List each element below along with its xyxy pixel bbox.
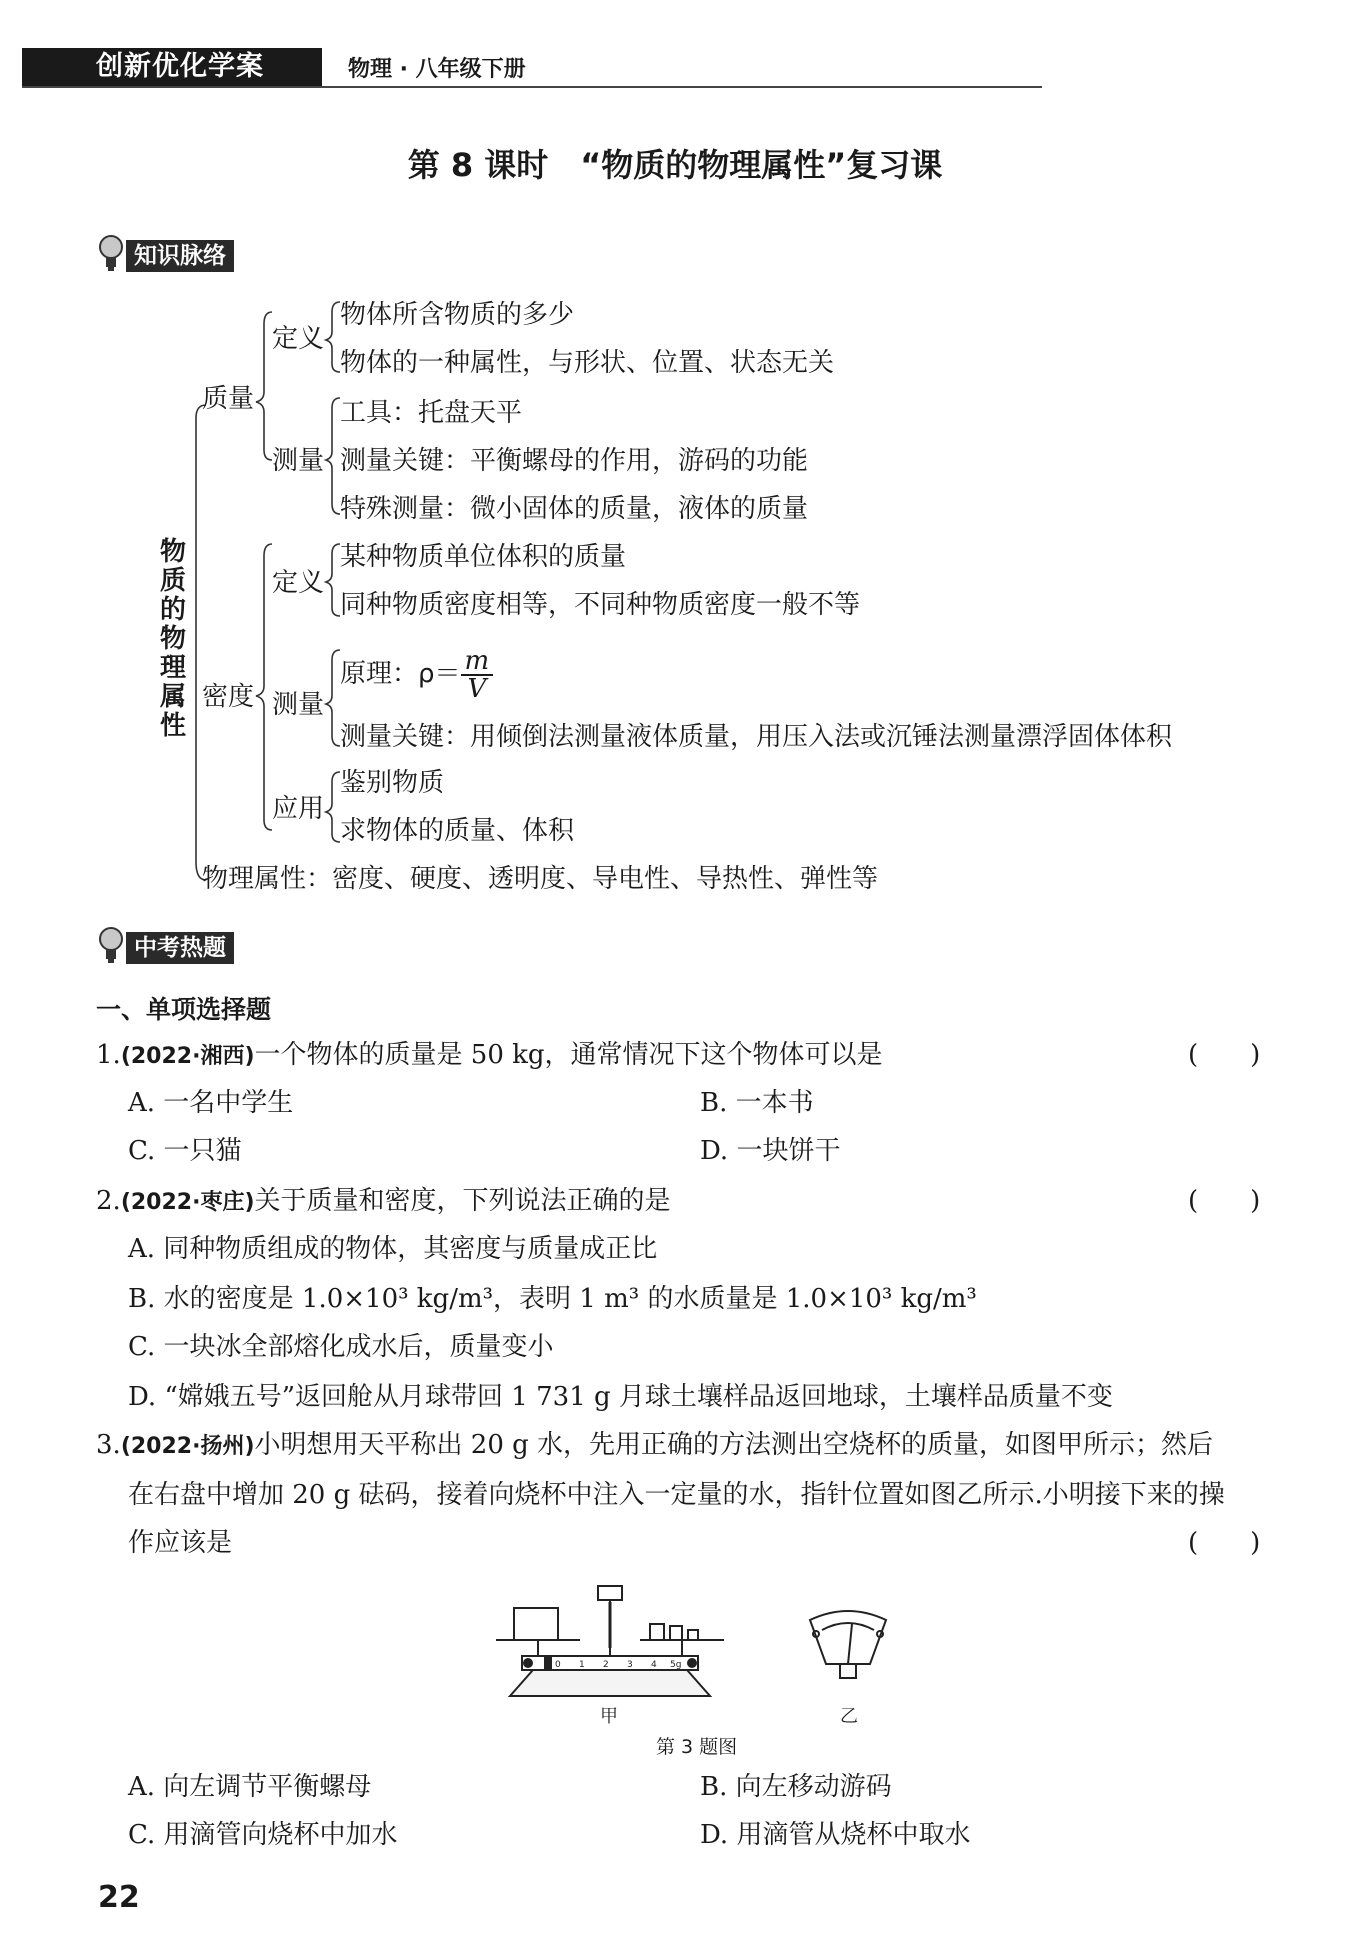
option: A. 向左调节平衡螺母 bbox=[128, 1772, 372, 1802]
density-apply-item: 求物体的质量、体积 bbox=[340, 816, 575, 846]
other-properties: 物理属性：密度、硬度、透明度、导电性、导热性、弹性等 bbox=[202, 864, 879, 894]
question-2: 2.(2022·枣庄)关于质量和密度，下列说法正确的是 bbox=[96, 1186, 671, 1216]
answer-blank: ( ) bbox=[1188, 1040, 1261, 1070]
density-apply-label: 应用 bbox=[272, 794, 325, 824]
subject-label: 物理 · 八年级下册 bbox=[348, 57, 526, 82]
lesson-title: 第 8 课时 “物质的物理属性”复习课 bbox=[407, 146, 943, 184]
option: A. 一名中学生 bbox=[128, 1088, 294, 1118]
question-3-line: 在右盘中增加 20 g 砝码，接着向烧杯中注入一定量的水，指针位置如图乙所示.小明接下来的操 bbox=[128, 1480, 1225, 1510]
page-number: 22 bbox=[98, 1880, 140, 1915]
density-def-item: 某种物质单位体积的质量 bbox=[340, 542, 627, 572]
question-3: 3.(2022·扬州)小明想用天平称出 20 g 水，先用正确的方法测出空烧杯的质量，如图甲所示；然后 bbox=[96, 1430, 1214, 1460]
lightbulb-icon bbox=[96, 926, 126, 966]
option: D. “嫦娥五号”返回舱从月球带回 1 731 g 月球土壤样品返回地球，土壤样品质量不变 bbox=[128, 1382, 1113, 1412]
scale-mark: 0 bbox=[555, 1660, 561, 1670]
answer-blank: ( ) bbox=[1188, 1528, 1261, 1558]
scale-mark: 4 bbox=[651, 1660, 657, 1670]
figure-label-a: 甲 bbox=[600, 1706, 618, 1727]
density-apply-item: 鉴别物质 bbox=[340, 768, 445, 798]
figure-label-b: 乙 bbox=[840, 1706, 858, 1727]
density-measure-label: 测量 bbox=[272, 690, 325, 720]
scale-mark: 3 bbox=[627, 1660, 633, 1670]
option: D. 一块饼干 bbox=[700, 1136, 841, 1166]
question-1: 1.(2022·湘西)一个物体的质量是 50 kg，通常情况下这个物体可以是 bbox=[96, 1040, 883, 1070]
mass-def-label: 定义 bbox=[272, 324, 325, 354]
option: C. 用滴管向烧杯中加水 bbox=[128, 1820, 398, 1850]
scale-mark: 5g bbox=[670, 1660, 682, 1670]
density-formula: $\frac{m}{V}$ bbox=[461, 648, 494, 702]
question-3-line: 作应该是 bbox=[128, 1528, 233, 1558]
density-principle: 原理：ρ＝ $\frac{m}{V}$ bbox=[340, 644, 493, 704]
option: B. 水的密度是 1.0×10³ kg/m³，表明 1 m³ 的水质量是 1.0×10³ kg/m³ bbox=[128, 1284, 977, 1314]
option: A. 同种物质组成的物体，其密度与质量成正比 bbox=[128, 1234, 658, 1264]
option: C. 一只猫 bbox=[128, 1136, 242, 1166]
scale-mark: 2 bbox=[603, 1660, 609, 1670]
brand-banner: 创新优化学案 bbox=[22, 48, 322, 86]
mass-label: 质量 bbox=[202, 384, 255, 414]
scale-mark: 1 bbox=[579, 1660, 585, 1670]
mass-measure-item: 测量关键：平衡螺母的作用，游码的功能 bbox=[340, 446, 809, 476]
figure-caption: 第 3 题图 bbox=[656, 1736, 738, 1758]
answer-blank: ( ) bbox=[1188, 1186, 1261, 1216]
mass-def-item: 物体所含物质的多少 bbox=[340, 300, 575, 330]
mass-measure-item: 工具：托盘天平 bbox=[340, 398, 523, 428]
option: B. 一本书 bbox=[700, 1088, 814, 1118]
mass-measure-item: 特殊测量：微小固体的质量，液体的质量 bbox=[340, 494, 809, 524]
density-measure-key: 测量关键：用倾倒法测量液体质量，用压入法或沉锤法测量漂浮固体体积 bbox=[340, 722, 1173, 752]
option: D. 用滴管从烧杯中取水 bbox=[700, 1820, 971, 1850]
option: B. 向左移动游码 bbox=[700, 1772, 892, 1802]
option: C. 一块冰全部熔化成水后，质量变小 bbox=[128, 1332, 554, 1362]
mass-measure-label: 测量 bbox=[272, 446, 325, 476]
part-title: 一、单项选择题 bbox=[96, 995, 272, 1024]
balance-figure bbox=[480, 1572, 920, 1736]
mindmap-root: 物质的物理属性 bbox=[159, 537, 186, 741]
density-label: 密度 bbox=[202, 682, 255, 712]
mass-def-item: 物体的一种属性，与形状、位置、状态无关 bbox=[340, 348, 835, 378]
density-def-label: 定义 bbox=[272, 568, 325, 598]
density-def-item: 同种物质密度相等，不同种物质密度一般不等 bbox=[340, 590, 861, 620]
